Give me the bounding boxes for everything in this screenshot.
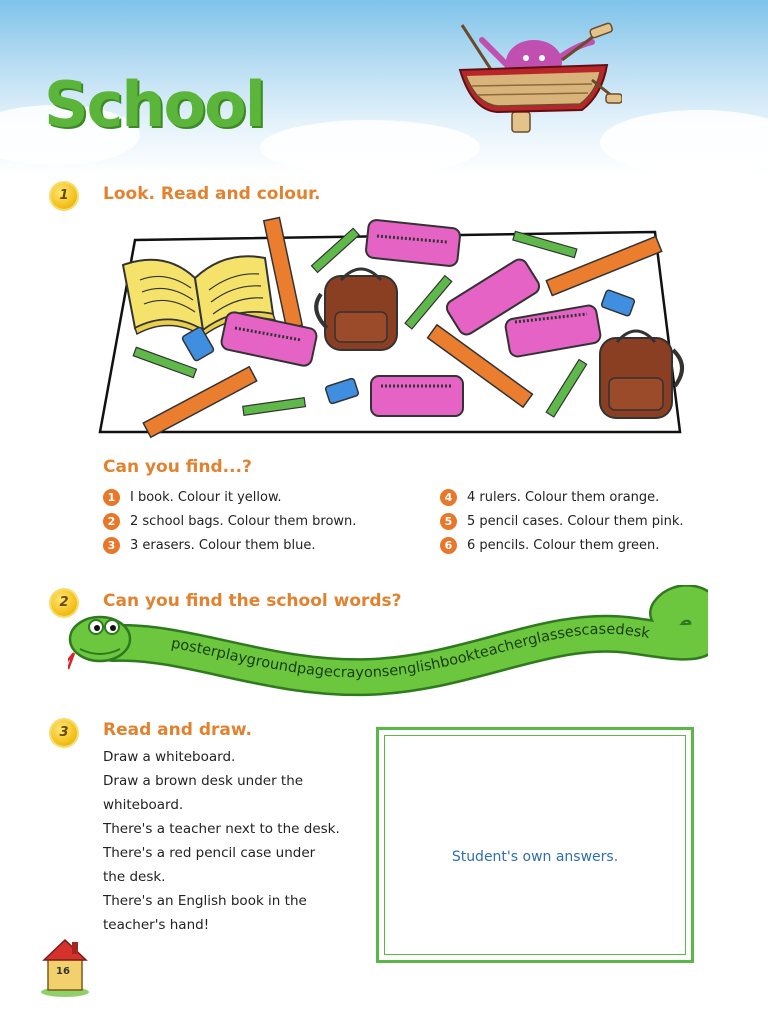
item-text: I book. Colour it yellow. (130, 490, 282, 505)
find-list-item (440, 537, 659, 554)
item-text: 3 erasers. Colour them blue. (130, 538, 316, 553)
item-number-badge: 1 (103, 489, 120, 506)
find-heading: Can you find...? (103, 457, 252, 477)
find-list-item (103, 513, 356, 530)
cloud-shape (600, 110, 768, 175)
school-bag-icon (316, 269, 397, 350)
classroom-objects-illustration (95, 210, 695, 440)
instruction-line: There's a teacher next to the desk. (103, 821, 340, 837)
item-text: 5 pencil cases. Colour them pink. (467, 514, 684, 529)
pencil-case-icon (371, 376, 463, 416)
instruction-line: Draw a brown desk under the (103, 773, 304, 789)
exercise-number-badge: 1 (51, 183, 77, 209)
exercise-number-badge: 3 (51, 720, 77, 746)
instruction-line: There's a red pencil case under (103, 845, 316, 861)
exercise-heading: Read and draw. (103, 720, 252, 740)
instruction-line: whiteboard. (103, 797, 184, 813)
drawing-answer-box[interactable] (376, 727, 694, 963)
pencil-case-icon (365, 219, 460, 266)
item-number-badge: 3 (103, 537, 120, 554)
item-text: 4 rulers. Colour them orange. (467, 490, 660, 505)
page-title: School (44, 68, 264, 141)
instruction-line: There's an English book in the (103, 893, 307, 909)
item-number-badge: 6 (440, 537, 457, 554)
instruction-line: Draw a whiteboard. (103, 749, 236, 765)
exercise-number-badge: 2 (51, 590, 77, 616)
instruction-line: teacher's hand! (103, 917, 210, 933)
exercise-heading: Look. Read and colour. (103, 184, 321, 204)
school-bag-icon (600, 331, 682, 418)
item-text: 6 pencils. Colour them green. (467, 538, 660, 553)
answer-box-frame (384, 735, 686, 955)
cloud-shape (260, 120, 480, 175)
answer-text: Student's own answers. (451, 849, 619, 865)
snake-letters: posterplaygroundpagecrayonsenglishbookteacherglassescasedesk (169, 621, 651, 682)
item-number-badge: 5 (440, 513, 457, 530)
find-list-item (440, 489, 659, 506)
item-text: 2 school bags. Colour them brown. (130, 514, 357, 529)
item-number-badge: 4 (440, 489, 457, 506)
exercise-heading: Can you find the school words? (103, 591, 402, 611)
snake-word-puzzle (68, 585, 708, 710)
drawing-instructions (103, 745, 363, 937)
instruction-line: the desk. (103, 869, 166, 885)
page-number: 16 (56, 966, 70, 977)
find-list-item (103, 537, 316, 554)
item-number-badge: 2 (103, 513, 120, 530)
find-list-item (103, 489, 282, 506)
find-list-item (440, 513, 684, 530)
rowing-boat-icon (452, 20, 622, 135)
